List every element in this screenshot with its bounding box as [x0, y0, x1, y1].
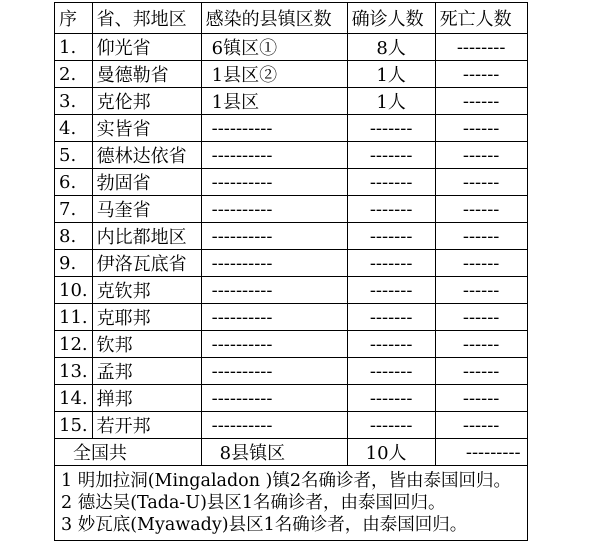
row-index: 5. [55, 142, 93, 169]
row-deaths: ------ [435, 412, 527, 439]
row-cases: ------- [347, 196, 435, 223]
header-row [55, 3, 528, 34]
row-index: 13. [55, 358, 93, 385]
row-cases: ------- [347, 385, 435, 412]
row-cases: ------- [347, 169, 435, 196]
row-deaths: ------ [435, 331, 527, 358]
note-1: 1 明加拉洞(Mingaladon )镇2名确诊者，皆由泰国回归。 [61, 471, 512, 491]
row-deaths: ------ [435, 142, 527, 169]
row-region: 德林达依省 [92, 142, 201, 169]
row-cases: 1人 [347, 61, 435, 88]
table-row [55, 169, 528, 196]
row-region: 克钦邦 [92, 277, 201, 304]
total-deaths: --------- [435, 439, 527, 466]
row-index: 3. [55, 88, 93, 115]
row-cases: ------- [347, 358, 435, 385]
header-index: 序 [55, 3, 93, 34]
row-towns: ---------- [201, 412, 347, 439]
row-deaths: ------ [435, 223, 527, 250]
total-label: 全国共 [55, 439, 202, 466]
row-index: 15. [55, 412, 93, 439]
row-towns: ---------- [201, 250, 347, 277]
notes-cell [55, 466, 528, 541]
table-row [55, 277, 528, 304]
row-region: 内比都地区 [92, 223, 201, 250]
row-index: 2. [55, 61, 93, 88]
covid-cases-table [54, 2, 528, 541]
row-deaths: ------ [435, 277, 527, 304]
row-towns: 6镇区① [201, 34, 347, 61]
row-towns: ---------- [201, 385, 347, 412]
row-towns: ---------- [201, 304, 347, 331]
row-index: 8. [55, 223, 93, 250]
row-region: 实皆省 [92, 115, 201, 142]
row-towns: ---------- [201, 277, 347, 304]
note-3: 3 妙瓦底(Myawady)县区1名确诊者，由泰国回归。 [61, 515, 468, 535]
row-deaths: ------ [435, 250, 527, 277]
row-region: 若开邦 [92, 412, 201, 439]
row-cases: ------- [347, 331, 435, 358]
row-cases: 8人 [347, 34, 435, 61]
total-row [55, 439, 528, 466]
table-row [55, 250, 528, 277]
row-index: 12. [55, 331, 93, 358]
row-deaths: ------ [435, 115, 527, 142]
row-deaths: ------ [435, 196, 527, 223]
row-cases: ------- [347, 142, 435, 169]
table-row [55, 34, 528, 61]
row-towns: 1县区② [201, 61, 347, 88]
row-index: 11. [55, 304, 93, 331]
row-towns: ---------- [201, 358, 347, 385]
row-deaths: ------ [435, 385, 527, 412]
row-region: 孟邦 [92, 358, 201, 385]
table-row [55, 196, 528, 223]
row-index: 1. [55, 34, 93, 61]
row-cases: ------- [347, 115, 435, 142]
total-cases: 10人 [347, 439, 435, 466]
table-row [55, 88, 528, 115]
row-towns: 1县区 [201, 88, 347, 115]
row-region: 曼德勒省 [92, 61, 201, 88]
row-deaths: ------ [435, 61, 527, 88]
row-towns: ---------- [201, 142, 347, 169]
table-row [55, 115, 528, 142]
row-region: 克耶邦 [92, 304, 201, 331]
total-towns: 8县镇区 [201, 439, 347, 466]
row-deaths: ------ [435, 169, 527, 196]
row-cases: ------- [347, 250, 435, 277]
row-cases: ------- [347, 304, 435, 331]
row-towns: ---------- [201, 169, 347, 196]
row-index: 14. [55, 385, 93, 412]
table-row [55, 331, 528, 358]
row-cases: ------- [347, 223, 435, 250]
table-row [55, 304, 528, 331]
table-row [55, 142, 528, 169]
row-index: 6. [55, 169, 93, 196]
header-region: 省、邦地区 [92, 3, 201, 34]
row-region: 克伦邦 [92, 88, 201, 115]
row-deaths: -------- [435, 34, 527, 61]
row-cases: 1人 [347, 88, 435, 115]
row-region: 掸邦 [92, 385, 201, 412]
row-towns: ---------- [201, 223, 347, 250]
row-cases: ------- [347, 277, 435, 304]
note-2: 2 德达吴(Tada-U)县区1名确诊者，由泰国回归。 [61, 493, 446, 513]
row-index: 10. [55, 277, 93, 304]
notes-row [55, 466, 528, 541]
row-region: 伊洛瓦底省 [92, 250, 201, 277]
row-towns: ---------- [201, 115, 347, 142]
row-towns: ---------- [201, 196, 347, 223]
header-deaths: 死亡人数 [435, 3, 527, 34]
table-row [55, 385, 528, 412]
row-cases: ------- [347, 412, 435, 439]
header-cases: 确诊人数 [347, 3, 435, 34]
row-region: 勃固省 [92, 169, 201, 196]
row-region: 钦邦 [92, 331, 201, 358]
table-row [55, 61, 528, 88]
row-index: 7. [55, 196, 93, 223]
table-row [55, 412, 528, 439]
row-deaths: ------ [435, 358, 527, 385]
row-deaths: ------ [435, 304, 527, 331]
row-region: 马奎省 [92, 196, 201, 223]
row-deaths: ------ [435, 88, 527, 115]
row-towns: ---------- [201, 331, 347, 358]
table-row [55, 223, 528, 250]
header-towns: 感染的县镇区数 [201, 3, 347, 34]
row-region: 仰光省 [92, 34, 201, 61]
row-index: 9. [55, 250, 93, 277]
table-row [55, 358, 528, 385]
row-index: 4. [55, 115, 93, 142]
